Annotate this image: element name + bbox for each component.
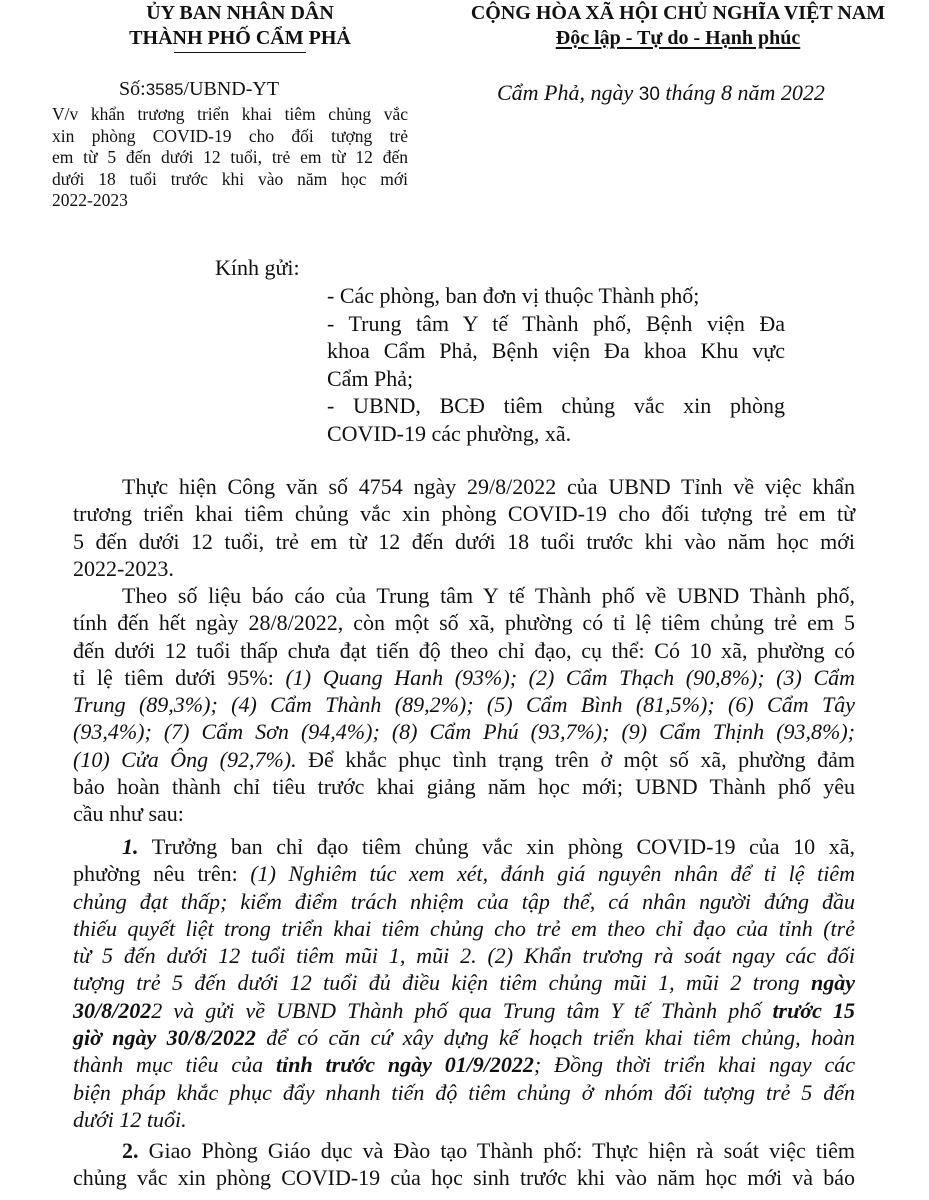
item-2 bbox=[73, 1137, 855, 1192]
para1-line: Thực hiện Công văn số 4754 ngày 29/8/2022 của UBND Tỉnh về việc khẩn bbox=[122, 474, 855, 499]
para2-text: tỉ lệ tiêm dưới 95%: bbox=[73, 664, 274, 690]
item1-text: thiếu quyết liệt trong triển khai tiêm chủng cho trẻ em theo chỉ đạo của tỉnh (trẻ bbox=[73, 915, 855, 941]
agency-line-2 bbox=[60, 27, 420, 50]
agency-underline bbox=[174, 52, 306, 53]
recipient-list bbox=[327, 282, 785, 447]
motto-line bbox=[428, 27, 928, 50]
doc-number-value: 3585 bbox=[145, 80, 184, 99]
para2-commune-list: Trung (89,3%); (4) Cẩm Thành (89,2%); (5) Cẩm Bình (81,5%); (6) Cẩm Tây bbox=[73, 692, 855, 718]
subject-line: 2022-2023 bbox=[52, 190, 128, 210]
item1-text: Trưởng ban chỉ đạo tiêm chủng vắc xin phòng COVID-19 của 10 xã, bbox=[151, 834, 856, 859]
agency-name bbox=[60, 2, 420, 50]
item1-deadline: giờ ngày 30/8/2022 bbox=[73, 1025, 256, 1051]
doc-number-prefix: Số: bbox=[119, 78, 146, 100]
item1-text: chủng đạt thấp; kiểm điểm trách nhiệm của tập thể, cá nhân người đứng đầu bbox=[73, 888, 855, 914]
subject-line: dưới 18 tuổi trước khi vào năm học mới bbox=[52, 168, 408, 189]
item1-text: ; Đồng thời triển khai ngay các bbox=[533, 1052, 855, 1078]
item2-line: chủng vắc xin phòng COVID-19 của học sinh trước khi vào năm học mới và báo bbox=[73, 1165, 855, 1191]
item1-deadline: trước 15 bbox=[772, 997, 855, 1023]
item1-line bbox=[73, 1051, 855, 1078]
para1-line: trương triển khai tiêm chủng vắc xin phòng COVID-19 cho đối tượng trẻ em từ bbox=[73, 501, 855, 527]
item2-text: Giao Phòng Giáo dục và Đào tạo Thành phố: Thực hiện rà soát việc tiêm bbox=[148, 1138, 855, 1163]
paragraph-1 bbox=[73, 473, 855, 582]
para2-line: bảo hoàn thành chỉ tiêu trước khai giảng năm học mới; UBND Thành phố yêu bbox=[73, 774, 855, 800]
recipient-item: - Các phòng, ban đơn vị thuộc Thành phố; bbox=[327, 283, 700, 308]
issue-date bbox=[497, 80, 825, 106]
item1-text: dưới 12 tuổi. bbox=[73, 1106, 187, 1132]
item1-line bbox=[73, 997, 855, 1024]
para2-line: đến dưới 12 tuổi thấp chưa đạt tiến độ theo chỉ đạo, cụ thể: Có 10 xã, phường có bbox=[73, 637, 855, 663]
item2-number: 2. bbox=[122, 1138, 139, 1163]
item-1 bbox=[73, 833, 855, 1133]
salutation: Kính gửi: bbox=[215, 255, 300, 280]
motto-text: Độc lập - Tự do - Hạnh phúc bbox=[555, 27, 801, 49]
national-motto bbox=[428, 2, 928, 50]
paragraph-2 bbox=[73, 582, 855, 828]
agency-line-1: ỦY BAN NHÂN DÂN bbox=[146, 2, 334, 24]
subject-line: V/v khẩn trương triển khai tiêm chủng vắc bbox=[52, 104, 408, 124]
item1-line bbox=[73, 1079, 855, 1106]
para2-line bbox=[73, 718, 855, 745]
date-prefix: Cẩm Phả, ngày bbox=[497, 80, 634, 105]
para2-line bbox=[73, 664, 855, 691]
para2-line: tính đến hết ngày 28/8/2022, còn một số xã, phường có tỉ lệ tiêm chủng trẻ em 5 bbox=[73, 610, 855, 636]
subject-line: xin phòng COVID-19 cho đối tượng trẻ bbox=[52, 125, 408, 146]
item1-text: (1) Nghiêm túc xem xét, đánh giá nguyên nhân để tỉ lệ tiêm bbox=[250, 861, 855, 887]
recipient-item: khoa Cẩm Phả, Bệnh viện Đa khoa Khu vực bbox=[327, 338, 785, 363]
item1-number: 1. bbox=[122, 834, 139, 859]
date-suffix: tháng 8 năm 2022 bbox=[665, 80, 825, 105]
para2-line bbox=[73, 691, 855, 718]
item1-line bbox=[73, 969, 855, 996]
item1-line bbox=[73, 860, 855, 887]
para2-text: Để khắc phục tình trạng trên ở một số xã, phường đảm bbox=[308, 746, 856, 772]
recipient-item: - Trung tâm Y tế Thành phố, Bệnh viện Đa bbox=[327, 310, 785, 336]
para2-line: cầu như sau: bbox=[73, 801, 184, 827]
item1-text: biện pháp khắc phục đẩy nhanh tiến độ tiêm chủng ở nhóm đối tượng trẻ 5 đến bbox=[73, 1079, 855, 1105]
item1-line bbox=[73, 888, 855, 915]
item1-deadline: ngày bbox=[811, 970, 855, 996]
para2-commune-list: (1) Quang Hanh (93%); (2) Cẩm Thạch (90,8%); (3) Cẩm bbox=[285, 664, 856, 690]
item1-line bbox=[73, 833, 855, 860]
para2-line: Theo số liệu báo cáo của Trung tâm Y tế Thành phố về UBND Thành phố, bbox=[122, 583, 855, 608]
item1-text: thành mục tiêu của bbox=[73, 1052, 264, 1078]
doc-number-suffix: /UBND-YT bbox=[183, 78, 280, 100]
item1-text: phường nêu trên: bbox=[73, 861, 238, 887]
para1-line: 2022-2023. bbox=[73, 555, 174, 581]
recipient-item: - UBND, BCĐ tiêm chủng vắc xin phòng bbox=[327, 393, 785, 418]
para1-line: 5 đến dưới 12 tuổi, trẻ em từ 12 đến dưới 18 tuổi trước khi vào năm học mới bbox=[73, 528, 855, 554]
para2-commune-list: (93,4%); (7) Cẩm Sơn (94,4%); (8) Cẩm Phú (93,7%); (9) Cẩm Thịnh (93,8%); bbox=[73, 719, 855, 745]
item1-text: 2 và gửi về UBND Thành phố qua Trung tâm Y tế Thành phố bbox=[151, 997, 762, 1023]
subject-block bbox=[52, 104, 408, 212]
item1-line bbox=[73, 942, 855, 969]
doc-number bbox=[119, 78, 279, 101]
country-name: CỘNG HÒA XÃ HỘI CHỦ NGHĨA VIỆT NAM bbox=[470, 2, 886, 24]
item1-line bbox=[73, 1024, 855, 1051]
recipient-item: Cẩm Phả; bbox=[327, 365, 414, 391]
item1-deadline: tỉnh trước ngày 01/9/2022 bbox=[275, 1052, 534, 1078]
item1-line bbox=[73, 915, 855, 942]
item2-line bbox=[73, 1137, 855, 1164]
recipient-item: COVID-19 các phường, xã. bbox=[327, 420, 572, 446]
date-day: 30 bbox=[638, 84, 660, 105]
para2-line bbox=[73, 746, 855, 773]
agency-city: THÀNH PHỐ CẨM PHẢ bbox=[129, 27, 351, 49]
item1-text: tượng trẻ 5 đến dưới 12 tuổi đủ điều kiện tiêm chủng mũi 1, mũi 2 trong bbox=[73, 970, 800, 996]
para2-commune-list: (10) Cửa Ông (92,7%). bbox=[73, 746, 297, 772]
item1-line bbox=[73, 1106, 855, 1133]
item1-text: từ 5 đến dưới 12 tuổi tiêm mũi 1, mũi 2. (2) Khẩn trương rà soát ngay các đối bbox=[73, 943, 855, 969]
item1-deadline: 30/8/202 bbox=[73, 997, 152, 1023]
item1-text: để có căn cứ xây dựng kế hoạch triển khai tiêm chủng, hoàn bbox=[266, 1025, 855, 1051]
subject-line: em từ 5 đến dưới 12 tuổi, trẻ em từ 12 đến bbox=[52, 147, 408, 167]
